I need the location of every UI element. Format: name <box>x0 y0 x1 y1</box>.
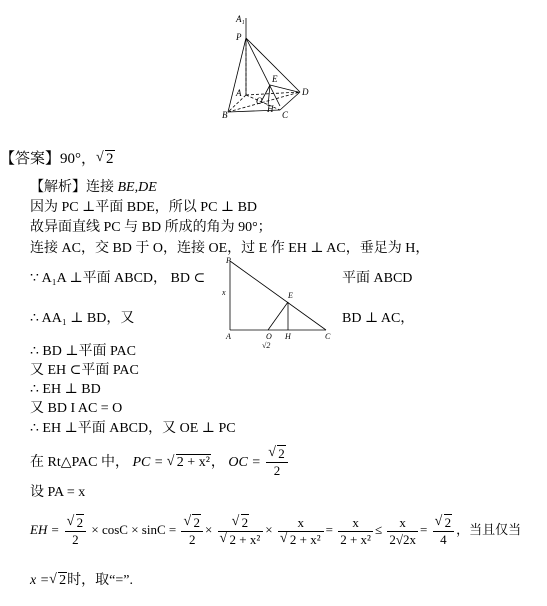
label-B: B <box>222 110 228 120</box>
analysis-line-12: 在 Rt△PAC 中， PC = √ 2 + x²， OC = √ $\frac{2}{2}$ <box>30 446 290 480</box>
label-A1: A₁ <box>236 14 245 24</box>
analysis-line-8: 又 EH ⊂平面 PAC <box>30 363 139 378</box>
analysis-line-13: 设 PA = x <box>30 485 86 500</box>
label-O: O <box>266 332 272 341</box>
analysis-line-5-left: ∵ A₁A ⊥平面 ABCD， BD ⊂ <box>30 271 206 286</box>
analysis-line-9: ∴ EH ⊥ BD <box>30 382 101 397</box>
answer-line <box>0 150 115 168</box>
analysis-line-2: 因为 PC ⊥平面 BDE，所以 PC ⊥ BD <box>30 200 258 215</box>
answer-value-sqrt: √ 2 <box>96 150 115 168</box>
analysis-line-14: EH = √ $\frac{2}{2}$ × cosC × sinC = √ $\frac{2}{2}$ × √ 2 √ 2 + x² × x √ 2 + x² = $\frac{x}{\text{2 + x²}}$ ≤ $\frac{x}{2√2x}$ = √ $\frac{2}{4}$ ，当且仅当 <box>30 510 521 550</box>
analysis-line-11: ∴ EH ⊥平面 ABCD，又 OE ⊥ PC <box>30 421 236 436</box>
label-E: E <box>288 291 293 300</box>
label-C: C <box>282 110 289 120</box>
label-x: x <box>222 288 226 297</box>
triangle-pac-figure <box>222 255 342 350</box>
label-root2: √2 <box>262 341 271 350</box>
answer-value-angle: 90°， <box>60 151 97 167</box>
analysis-line-10: 又 BD I AC = O <box>30 401 123 416</box>
analysis-line-7: ∴ BD ⊥平面 PAC <box>30 344 136 359</box>
analysis-line-4: 连接 AC，交 BD 于 O，连接 OE，过 E 作 EH ⊥ AC，垂足为 H， <box>30 241 430 256</box>
label-O: O <box>256 96 263 106</box>
answer-prefix: 【答案】 <box>0 151 61 167</box>
label-E: E <box>272 74 278 84</box>
analysis-line-6-left: ∴ AA₁ ⊥ BD，又 <box>30 311 135 326</box>
analysis-line-5-right: 平面 ABCD <box>342 271 413 286</box>
analysis-line-15: x =√ 2时，取“=”. <box>30 572 133 590</box>
analysis-line-6-right: BD ⊥ AC， <box>342 311 415 326</box>
analysis-line-3: 故异面直线 PC 与 BD 所成的角为 90°； <box>30 220 272 235</box>
label-H: H <box>267 104 274 114</box>
label-D: D <box>302 87 309 97</box>
pyramid-prism-figure <box>0 0 547 135</box>
label-H: H <box>285 332 291 341</box>
label-C: C <box>325 332 331 341</box>
label-P: P <box>236 32 242 42</box>
analysis-line-1: 【解析】连接 BE,DE <box>30 180 157 195</box>
label-A: A <box>226 332 231 341</box>
label-P: P <box>226 256 231 265</box>
label-A: A <box>236 88 242 98</box>
